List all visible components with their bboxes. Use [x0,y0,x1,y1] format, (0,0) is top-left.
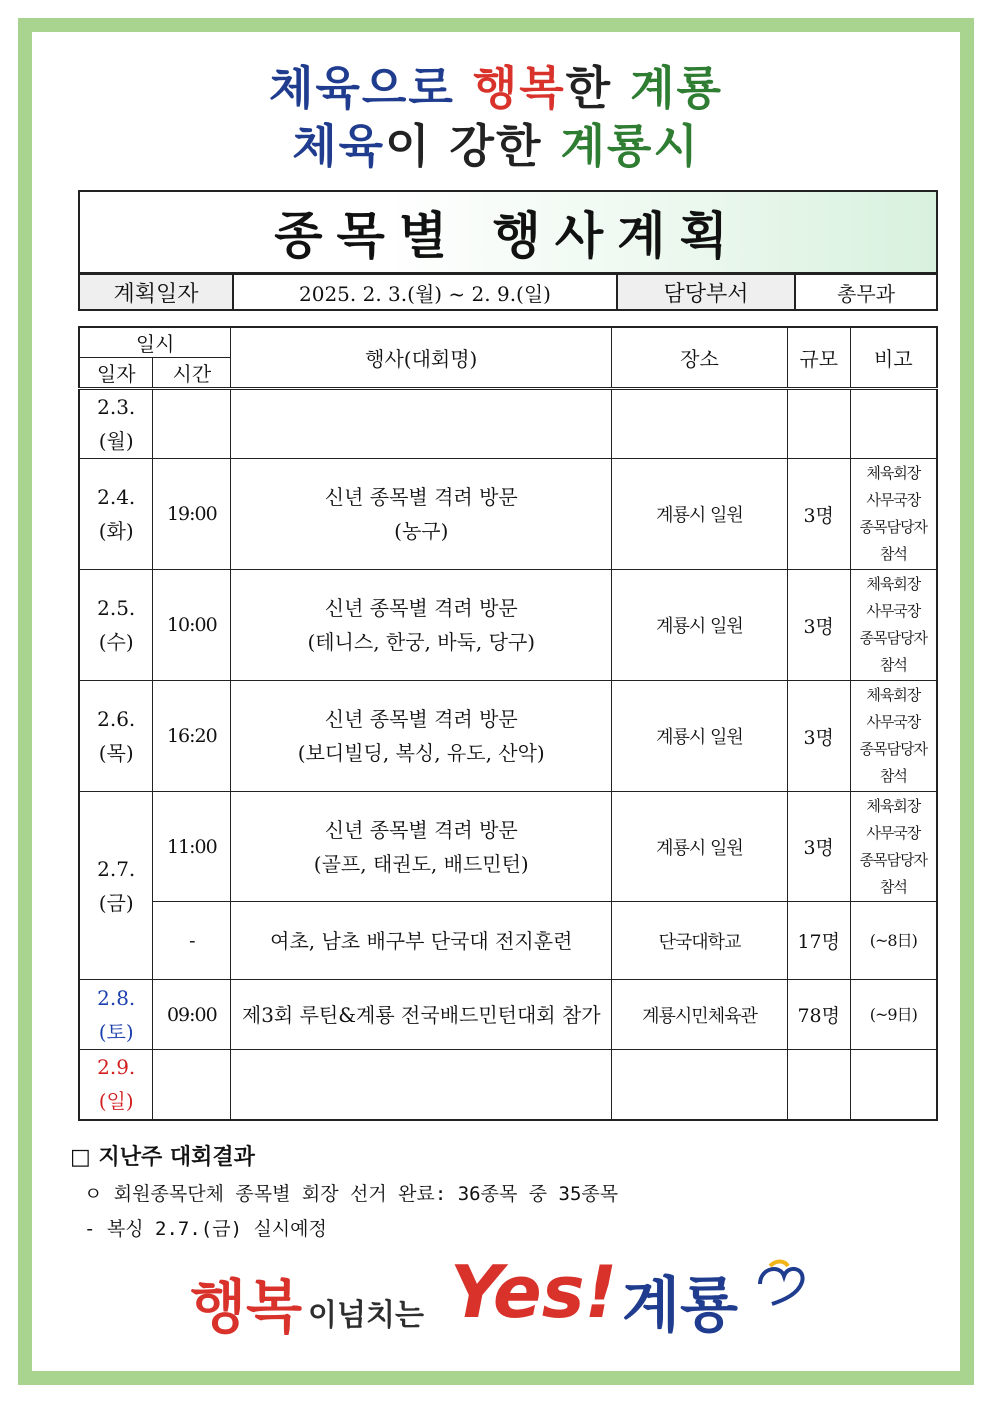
row-event [231,389,612,459]
plan-meta-table [78,273,938,311]
row-note: 체육회장 사무국장 종목담당자 참석 [850,459,937,570]
bottom-slogan-part: 계룡 [622,1271,738,1341]
row-event: 신년 종목별 격려 방문 (테니스, 한궁, 바둑, 당구) [231,570,612,681]
slogan-text: 한 [565,61,631,115]
row-time: - [153,902,231,980]
row-event: 신년 종목별 격려 방문 (농구) [231,459,612,570]
schedule-table [78,326,938,1121]
table-row [79,681,937,792]
slogan-line-1 [0,52,992,118]
row-event [231,1050,612,1120]
table-row [79,570,937,681]
header-note: 비고 [850,327,937,389]
document-title-box [78,190,938,274]
header-datetime: 일시 [79,327,231,358]
last-week-results [70,1140,618,1241]
row-date: 2.9. (일) [79,1050,153,1120]
slogan-text: 계룡 [630,61,723,115]
bottom-slogan-part: 이넘치는 [308,1298,424,1333]
row-scale [787,389,850,459]
row-place: 계룡시 일원 [612,459,788,570]
row-note [850,389,937,459]
row-place: 계룡시 일원 [612,681,788,792]
row-event: 여초, 남초 배구부 단국대 전지훈련 [231,902,612,980]
row-date: 2.3. (월) [79,389,153,459]
row-time [153,389,231,459]
slogan-line-2 [0,110,992,176]
row-date: 2.6. (목) [79,681,153,792]
row-date: 2.5. (수) [79,570,153,681]
table-row [79,902,937,980]
table-row [79,389,937,459]
row-time [153,1050,231,1120]
row-note: 체육회장 사무국장 종목담당자 참석 [850,792,937,902]
row-scale [787,1050,850,1120]
document-title: 종목별 행사계획 [274,207,742,265]
results-line-2: - 복싱 2.7.(금) 실시예정 [84,1218,327,1240]
slogan-text: 이 강한 [385,119,561,173]
bottom-slogan-logo [190,1250,810,1350]
dept-label: 담당부서 [617,274,795,310]
table-row [79,1050,937,1120]
header-scale: 규모 [787,327,850,389]
slogan-text: 계룡시 [560,119,700,173]
row-time: 16:20 [153,681,231,792]
plan-date-value: 2025. 2. 3.(월) ~ 2. 9.(일) [233,274,617,310]
row-date: 2.8. (토) [79,980,153,1050]
slogan-text: 체육 [292,119,386,173]
plan-date-label: 계획일자 [79,274,233,310]
row-note [850,1050,937,1120]
row-place: 계룡시 일원 [612,570,788,681]
results-heading: □ 지난주 대회결과 [70,1145,255,1170]
row-scale: 3명 [787,792,850,902]
table-row [79,792,937,902]
header-date: 일자 [79,358,153,389]
row-scale: 3명 [787,681,850,792]
row-time: 09:00 [153,980,231,1050]
row-scale: 17명 [787,902,850,980]
slogan-text: 체육으로 [269,61,473,115]
dept-value: 총무과 [795,274,937,310]
row-note: 체육회장 사무국장 종목담당자 참석 [850,681,937,792]
bottom-slogan-part: Yes! [450,1250,618,1334]
header-time: 시간 [153,358,231,389]
slogan-text: 행복 [472,61,566,115]
row-note: (~8日) [850,902,937,980]
row-place: 단국대학교 [612,902,788,980]
row-time: 19:00 [153,459,231,570]
row-scale: 78명 [787,980,850,1050]
row-place: 계룡시민체육관 [612,980,788,1050]
row-event: 신년 종목별 격려 방문 (골프, 태권도, 배드민턴) [231,792,612,902]
row-place: 계룡시 일원 [612,792,788,902]
header-place: 장소 [612,327,788,389]
row-event: 제3회 루틴&계룡 전국배드민턴대회 참가 [231,980,612,1050]
row-scale: 3명 [787,570,850,681]
row-event: 신년 종목별 격려 방문 (보디빌딩, 복싱, 유도, 산악) [231,681,612,792]
row-note: (~9日) [850,980,937,1050]
table-row [79,980,937,1050]
row-place [612,1050,788,1120]
row-time: 10:00 [153,570,231,681]
bottom-slogan-part: 행복 [190,1273,303,1341]
results-line-1: ㅇ 회원종목단체 종목별 회장 선거 완료: 36종목 중 35종목 [84,1183,619,1205]
row-note: 체육회장 사무국장 종목담당자 참석 [850,570,937,681]
row-place [612,389,788,459]
header-event: 행사(대회명) [231,327,612,389]
table-row [79,459,937,570]
row-time: 11:00 [153,792,231,902]
heart-swirl-icon [750,1250,810,1310]
row-date: 2.7. (금) [79,792,153,980]
row-date: 2.4. (화) [79,459,153,570]
row-scale: 3명 [787,459,850,570]
